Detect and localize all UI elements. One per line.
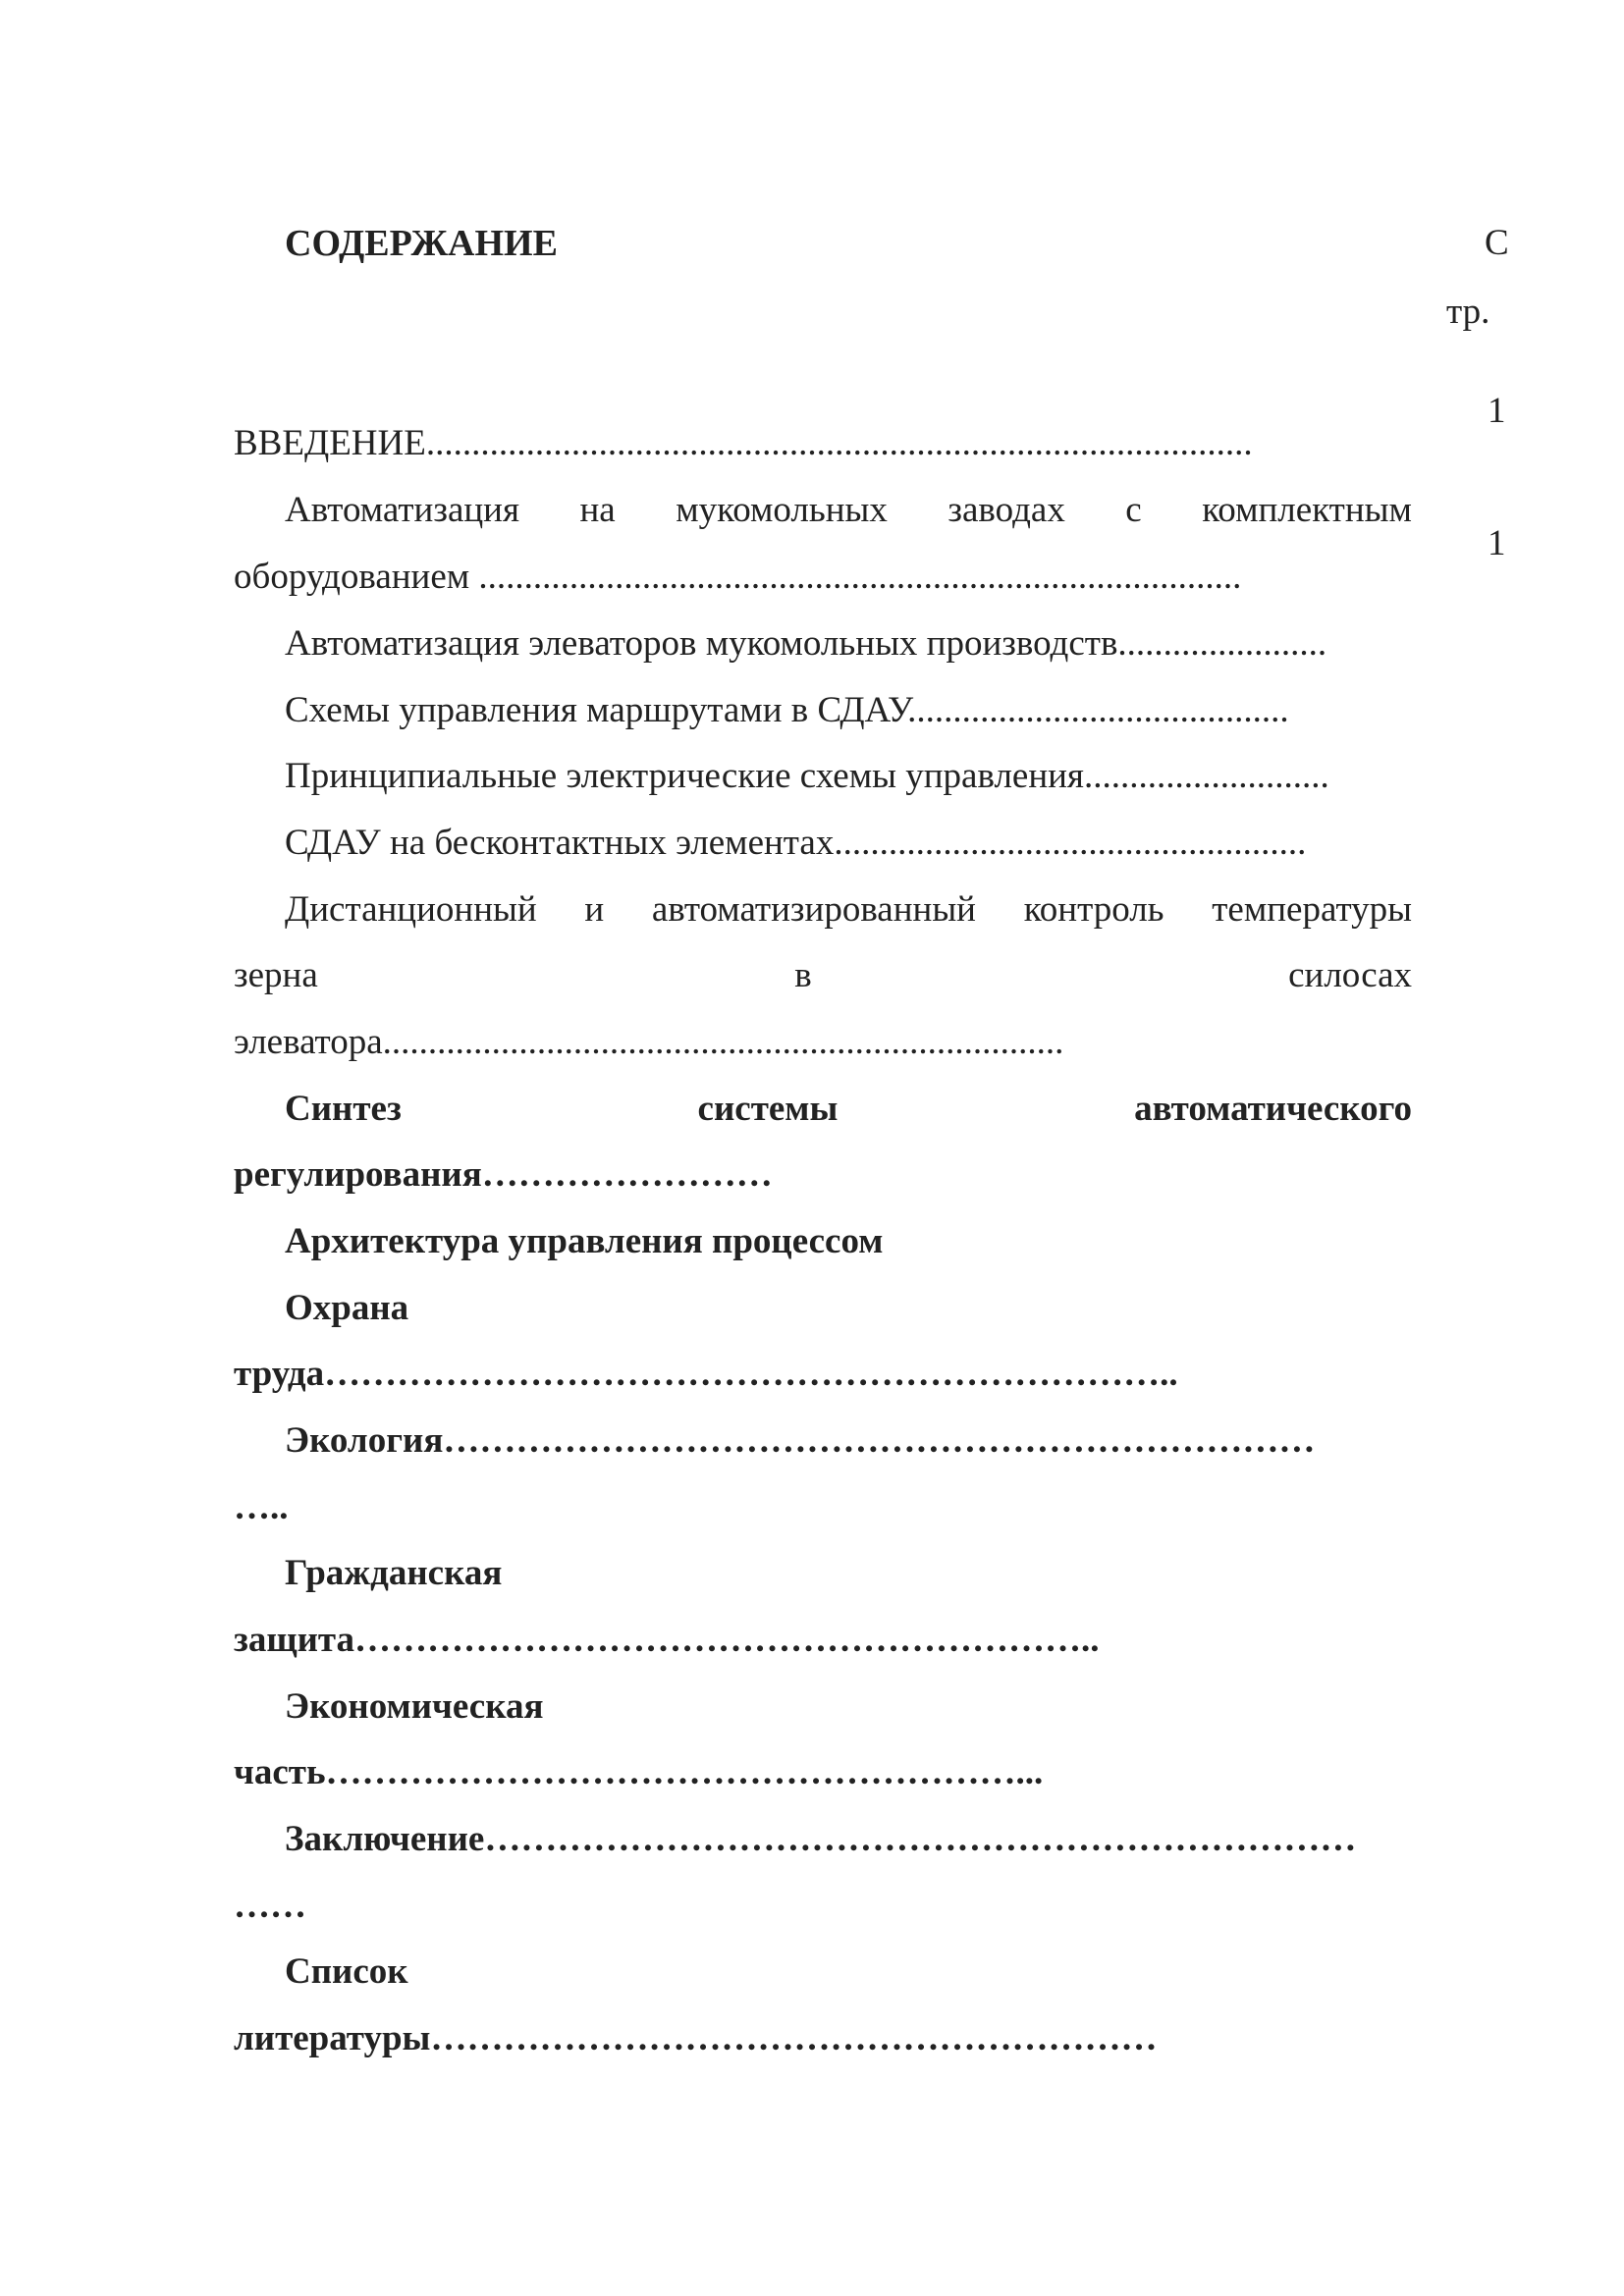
toc-entry-introduction[interactable]: ВВЕДЕНИЕ...........................................................................................: [234, 423, 1253, 463]
toc-word: на: [579, 490, 616, 530]
toc-word: автоматического: [1134, 1089, 1412, 1129]
toc-entry-labor-safety[interactable]: Охрана: [285, 1288, 409, 1328]
toc-entry-process-architecture[interactable]: Архитектура управления процессом: [285, 1221, 884, 1261]
toc-word: с: [1125, 490, 1142, 530]
toc-word: Синтез: [285, 1089, 402, 1129]
toc-word: системы: [697, 1089, 839, 1129]
toc-word: Дистанционный: [285, 889, 537, 930]
toc-entry-synthesis-cont[interactable]: регулирования……………………: [234, 1154, 773, 1195]
page-column-label-part2: тр.: [1446, 292, 1490, 332]
toc-word: комплектным: [1202, 490, 1412, 530]
toc-word: автоматизированный: [651, 889, 976, 930]
toc-entry-synthesis[interactable]: [285, 1088, 1412, 1131]
toc-entry-route-control-schemes[interactable]: Схемы управления маршрутами в СДАУ..........................................: [285, 690, 1289, 730]
toc-entry-contactless-elements[interactable]: СДАУ на бесконтактных элементах....................................................: [285, 823, 1307, 863]
toc-entry-ecology-cont[interactable]: …..: [234, 1487, 289, 1527]
toc-entry-civil-defense-cont[interactable]: защита……………………………………………………..: [234, 1620, 1100, 1660]
page-number-2: 1: [1488, 523, 1506, 563]
toc-entry-references-cont[interactable]: литературы……………………………………………………: [234, 2018, 1158, 2058]
toc-entry-automation-elevators[interactable]: Автоматизация элеваторов мукомольных производств.......................: [285, 623, 1327, 664]
toc-word: силосах: [1288, 955, 1412, 995]
page-column-label-part1: С: [1485, 223, 1509, 263]
toc-entry-civil-defense[interactable]: Гражданская: [285, 1553, 503, 1593]
toc-entry-conclusion[interactable]: Заключение………………………………………………………………: [285, 1819, 1357, 1859]
toc-entry-temperature-control-cont[interactable]: [234, 954, 1412, 997]
toc-word: мукомольных: [676, 490, 888, 530]
toc-entry-conclusion-cont[interactable]: ……: [234, 1886, 306, 1926]
toc-entry-economic-part[interactable]: Экономическая: [285, 1686, 544, 1727]
toc-word: и: [584, 889, 605, 930]
toc-entry-automation-mills[interactable]: [285, 489, 1412, 532]
toc-entry-ecology[interactable]: Экология………………………………………………………………: [285, 1420, 1316, 1461]
toc-entry-economic-part-cont[interactable]: часть…………………………………………………...: [234, 1752, 1044, 1792]
toc-word: заводах: [947, 490, 1065, 530]
toc-entry-electrical-schemes[interactable]: Принципиальные электрические схемы управления...........................: [285, 756, 1329, 796]
toc-entry-temperature-control-end[interactable]: элеватора...........................................................................: [234, 1022, 1064, 1062]
toc-entry-temperature-control[interactable]: [285, 888, 1412, 932]
toc-entry-labor-safety-cont[interactable]: труда……………………………………………………………..: [234, 1354, 1178, 1394]
toc-heading: СОДЕРЖАНИЕ: [285, 223, 558, 264]
toc-word: в: [794, 955, 812, 995]
toc-word: Автоматизация: [285, 490, 520, 530]
toc-word: контроль: [1023, 889, 1164, 930]
toc-word: зерна: [234, 955, 318, 995]
toc-entry-automation-mills-cont[interactable]: оборудованием ....................................................................................: [234, 557, 1242, 597]
toc-entry-references[interactable]: Список: [285, 1951, 408, 1992]
page-number-1: 1: [1488, 391, 1506, 431]
toc-word: температуры: [1212, 889, 1412, 930]
